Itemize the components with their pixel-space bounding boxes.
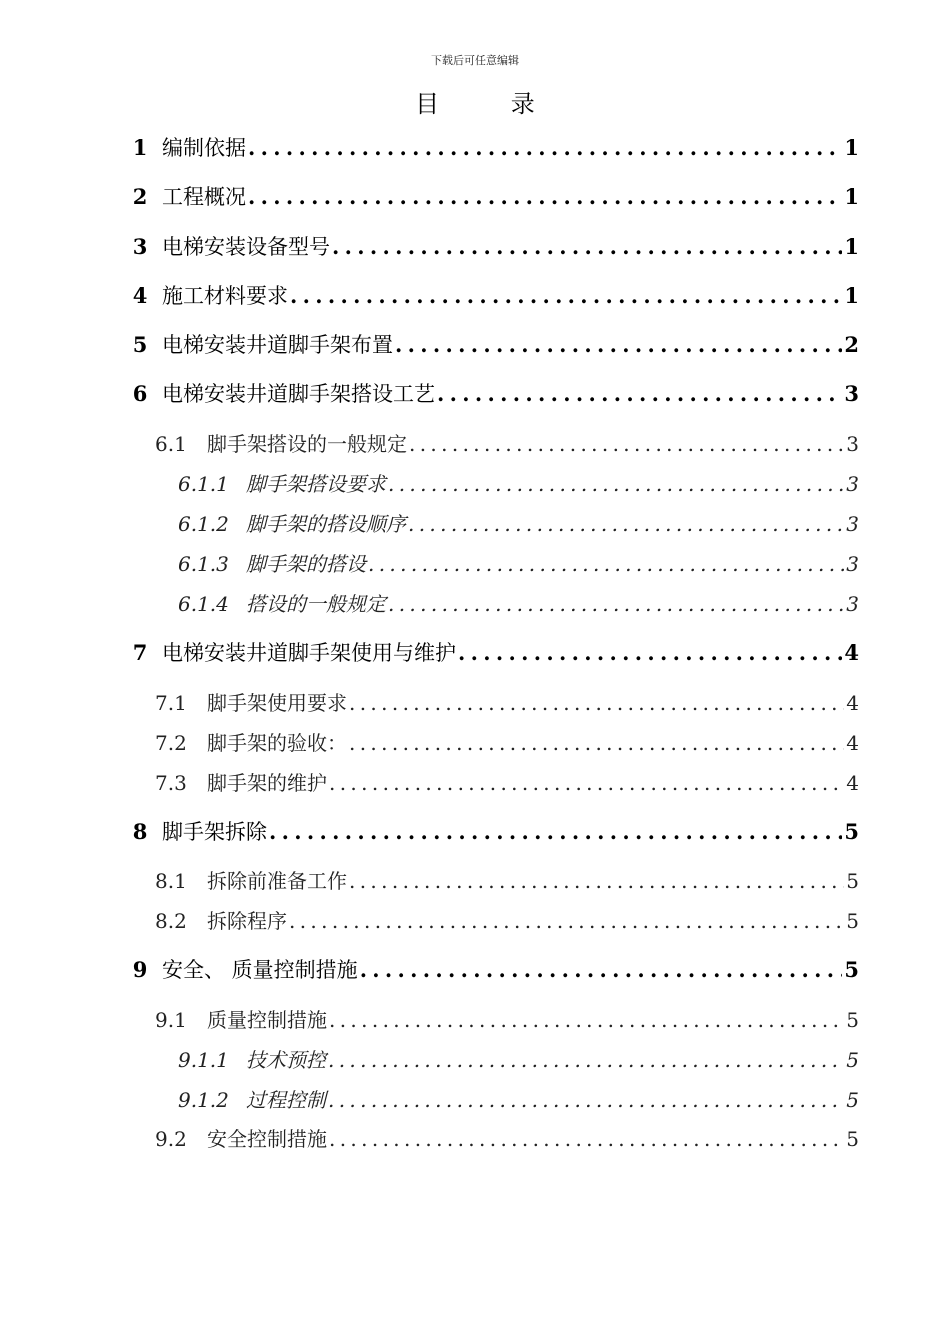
toc-entry-title: 脚手架搭设的一般规定 [207,432,407,456]
toc-entry[interactable] [155,905,859,934]
toc-entry-title: 编制依据 [162,136,246,160]
toc-entry-page: 3 [846,552,859,576]
toc-entry-number: 9 [132,957,148,982]
toc-leader-dots [409,432,844,456]
toc-entry-number: 9.1 [155,1008,187,1032]
toc-entry-page: 5 [844,957,859,982]
toc-entry-number: 9.1.1 [178,1048,229,1072]
toc-entry-number: 6.1.1 [178,472,229,496]
toc-leader-dots [328,1088,844,1112]
toc-entry-title: 脚手架搭设要求 [246,472,386,496]
toc-entry-number: 2 [132,184,148,209]
toc-entry-number: 6.1.2 [178,512,229,536]
toc-leader-dots [349,691,844,715]
toc-leader-dots [349,869,844,893]
toc-leader-dots [458,640,842,665]
toc-entry-title: 电梯安装设备型号 [162,235,330,259]
toc-entry-page: 1 [844,234,859,259]
toc-leader-dots [328,1048,844,1072]
toc-entry-number: 4 [132,283,148,308]
toc-entry-number: 7 [132,640,148,665]
toc-entry-page: 1 [844,135,859,160]
toc-entry-page: 5 [846,1127,859,1151]
toc-entry-title: 技术预控 [246,1048,326,1072]
toc-leader-dots [388,592,844,616]
toc-entry[interactable] [126,181,859,211]
toc-entry[interactable] [178,548,859,577]
toc-entry-page: 4 [844,640,859,665]
toc-entry[interactable] [155,1123,859,1152]
toc-entry-page: 1 [844,283,859,308]
toc-entry[interactable] [126,954,859,984]
toc-entry[interactable] [155,428,859,457]
toc-leader-dots [388,472,844,496]
toc-leader-dots [437,381,842,406]
toc-entry-page: 3 [846,472,859,496]
toc-entry-title: 安全、 质量控制措施 [162,958,358,982]
toc-entry-number: 1 [132,135,148,160]
toc-entry-number: 5 [132,332,148,357]
toc-entry-number: 6.1 [155,432,187,456]
toc-entry-page: 5 [846,1088,859,1112]
toc-entry-page: 2 [844,332,859,357]
toc-entry-page: 1 [844,184,859,209]
toc-leader-dots [248,184,842,209]
toc-leader-dots [408,512,844,536]
toc-entry-page: 3 [846,432,859,456]
header-note: 下载后可任意编辑 [431,54,519,67]
toc-title: 目 录 [415,90,567,118]
toc-entry-title: 脚手架的搭设顺序 [246,512,406,536]
toc-entry-number: 7.1 [155,691,187,715]
toc-entry-title: 质量控制措施 [207,1008,327,1032]
toc-entry-title: 脚手架的维护 [207,771,327,795]
toc-entry[interactable] [155,1004,859,1033]
toc-entry[interactable] [155,687,859,716]
toc-entry-page: 4 [846,731,859,755]
toc-entry-title: 电梯安装井道脚手架搭设工艺 [162,382,435,406]
toc-entry-title: 施工材料要求 [162,284,288,308]
toc-entry-title: 电梯安装井道脚手架布置 [162,333,393,357]
toc-entry-page: 4 [846,771,859,795]
toc-entry[interactable] [126,637,859,667]
toc-leader-dots [349,731,844,755]
toc-entry[interactable] [178,588,859,617]
toc-entry[interactable] [178,468,859,497]
toc-entry[interactable] [126,280,859,310]
toc-entry-page: 3 [846,592,859,616]
toc-entry[interactable] [178,1084,859,1113]
toc-entry-number: 7.2 [155,731,187,755]
toc-leader-dots [368,552,844,576]
toc-leader-dots [289,909,844,933]
toc-entry-number: 8.2 [155,909,187,933]
toc-entry-page: 5 [846,869,859,893]
toc-entry-page: 5 [846,1048,859,1072]
toc-entry-number: 3 [132,234,148,259]
toc-entry-title: 搭设的一般规定 [246,592,386,616]
toc-entry-page: 3 [846,512,859,536]
toc-leader-dots [329,1127,844,1151]
toc-entry-page: 5 [846,909,859,933]
toc-entry[interactable] [155,865,859,894]
toc-entry-title: 脚手架使用要求 [207,691,347,715]
toc-entry-number: 8.1 [155,869,187,893]
toc-entry-number: 6 [132,381,148,406]
toc-entry-page: 3 [844,381,859,406]
toc-entry-page: 4 [846,691,859,715]
toc-entry[interactable] [155,767,859,796]
toc-leader-dots [395,332,842,357]
toc-entry-number: 8 [132,819,148,844]
toc-entry[interactable] [155,727,859,756]
toc-leader-dots [290,283,842,308]
toc-entry-title: 拆除前准备工作 [207,869,347,893]
toc-entry-title: 脚手架的验收： [207,731,347,755]
toc-entry-title: 电梯安装井道脚手架使用与维护 [162,641,456,665]
toc-entry[interactable] [178,508,859,537]
toc-entry-title: 过程控制 [246,1088,326,1112]
toc-entry[interactable] [126,378,859,408]
toc-entry-number: 6.1.4 [178,592,229,616]
toc-entry-title: 脚手架拆除 [162,820,267,844]
toc-entry-number: 9.1.2 [178,1088,229,1112]
toc-leader-dots [269,819,842,844]
toc-entry[interactable] [126,231,859,261]
toc-entry-title: 安全控制措施 [207,1127,327,1151]
toc-entry-number: 6.1.3 [178,552,229,576]
toc-entry-page: 5 [844,819,859,844]
toc-leader-dots [360,957,843,982]
toc-entry-title: 脚手架的搭设 [246,552,366,576]
toc-entry-title: 拆除程序 [207,909,287,933]
toc-entry-number: 9.2 [155,1127,187,1151]
toc-entry[interactable] [126,329,859,359]
toc-entry[interactable] [126,816,859,846]
toc-entry[interactable] [126,132,859,162]
toc-leader-dots [332,234,842,259]
toc-leader-dots [248,135,842,160]
toc-entry-page: 5 [846,1008,859,1032]
toc-leader-dots [329,771,844,795]
toc-entry-title: 工程概况 [162,185,246,209]
toc-entry[interactable] [178,1044,859,1073]
toc-entry-number: 7.3 [155,771,187,795]
toc-leader-dots [329,1008,844,1032]
